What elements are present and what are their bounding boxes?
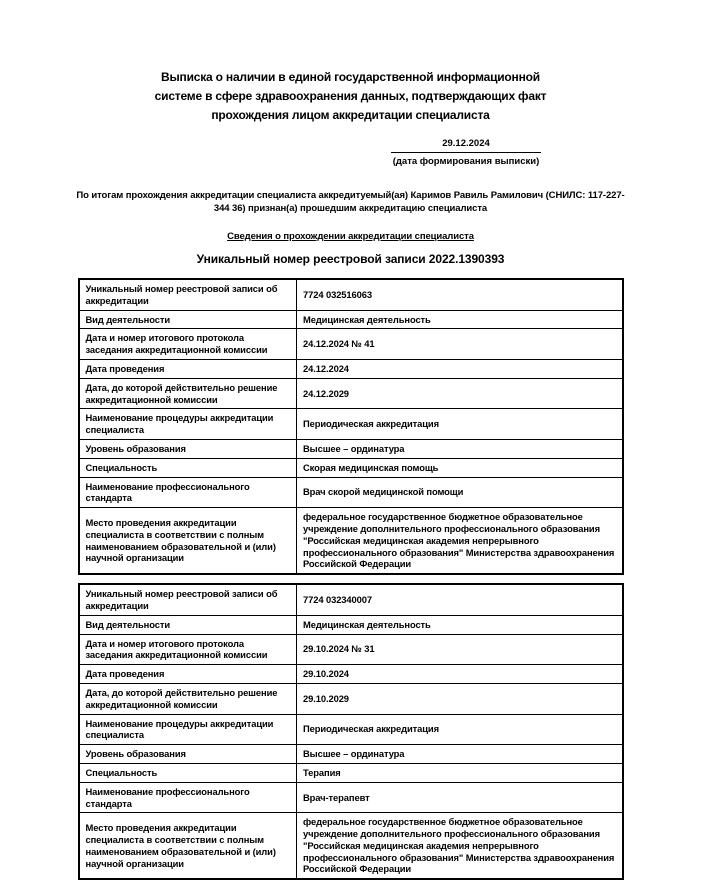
field-value-cell: 7724 032340007 [297, 584, 623, 615]
field-value-cell: 29.10.2024 [297, 665, 623, 684]
registry-record-number-heading: Уникальный номер реестровой записи 2022.1390393 [196, 252, 505, 266]
table-row [79, 763, 623, 782]
table-row [79, 683, 623, 714]
document-title [111, 68, 591, 125]
field-label-cell: Дата, до которой действительно решение аккредитационной комиссии [79, 378, 297, 409]
field-label-cell: Уровень образования [79, 745, 297, 764]
table-row [79, 714, 623, 745]
document-title-line-2: системе в сфере здравоохранения данных, подтверждающих факт [154, 89, 547, 103]
table-row [79, 310, 623, 329]
field-label-cell: Уникальный номер реестровой записи об аккредитации [79, 584, 297, 615]
field-value-cell: Медицинская деятельность [297, 310, 623, 329]
field-label-cell: Уровень образования [79, 439, 297, 458]
table-row [79, 634, 623, 665]
table-row [79, 279, 623, 310]
field-label-cell: Место проведения аккредитации специалиста в соответствии с полным наименованием образовательной и (или) научной организации [79, 813, 297, 879]
field-label-cell: Дата проведения [79, 359, 297, 378]
field-value-cell: Медицинская деятельность [297, 615, 623, 634]
field-label-cell: Дата проведения [79, 665, 297, 684]
section-heading: Сведения о прохождении аккредитации специалиста [227, 231, 474, 242]
field-label-cell: Специальность [79, 458, 297, 477]
field-label-cell: Наименование профессионального стандарта [79, 477, 297, 508]
field-value-cell: Высшее – ординатура [297, 745, 623, 764]
table-row [79, 378, 623, 409]
table-row [79, 458, 623, 477]
field-value-cell: Периодическая аккредитация [297, 714, 623, 745]
field-value-cell: 29.10.2029 [297, 683, 623, 714]
field-value-cell: Врач-терапевт [297, 782, 623, 813]
table-row [79, 508, 623, 574]
formation-date-caption: (дата формирования выписки) [391, 152, 541, 167]
table-row [79, 665, 623, 684]
field-label-cell: Место проведения аккредитации специалиста в соответствии с полным наименованием образовательной и (или) научной организации [79, 508, 297, 574]
table-row [79, 584, 623, 615]
field-value-cell: Скорая медицинская помощь [297, 458, 623, 477]
formation-date-block [391, 138, 541, 167]
field-value-cell: 24.12.2029 [297, 378, 623, 409]
table-row [79, 782, 623, 813]
table-row [79, 615, 623, 634]
field-value-cell: 7724 032516063 [297, 279, 623, 310]
document-title-line-1: Выписка о наличии в единой государственной информационной [161, 70, 540, 84]
field-value-cell: Высшее – ординатура [297, 439, 623, 458]
formation-date-value: 29.12.2024 [442, 138, 490, 149]
field-label-cell: Наименование профессионального стандарта [79, 782, 297, 813]
field-label-cell: Дата, до которой действительно решение аккредитационной комиссии [79, 683, 297, 714]
field-label-cell: Наименование процедуры аккредитации специалиста [79, 409, 297, 440]
field-value-cell: Терапия [297, 763, 623, 782]
field-label-cell: Вид деятельности [79, 615, 297, 634]
field-value-cell: 24.12.2024 [297, 359, 623, 378]
field-value-cell: федеральное государственное бюджетное образовательное учреждение дополнительного профессионального образования "Российская медицинская академия непрерывного профессионального образования" Министерства здравоохранения Российской Федерации [297, 508, 623, 574]
field-label-cell: Наименование процедуры аккредитации специалиста [79, 714, 297, 745]
table-row [79, 329, 623, 360]
field-label-cell: Вид деятельности [79, 310, 297, 329]
table-row [79, 439, 623, 458]
field-value-cell: 29.10.2024 № 31 [297, 634, 623, 665]
table-row [79, 813, 623, 879]
field-value-cell: Периодическая аккредитация [297, 409, 623, 440]
accreditation-result-summary: По итогам прохождения аккредитации специалиста аккредитуемый(ая) Каримов Равиль Рамилович (СНИЛС: 117-227-344 36) признан(а) прошедшим аккредитацию специалиста [76, 190, 625, 214]
table-row [79, 477, 623, 508]
accreditation-record-table-1 [78, 278, 624, 575]
field-label-cell: Специальность [79, 763, 297, 782]
document-title-line-3: прохождения лицом аккредитации специалиста [211, 108, 490, 122]
field-label-cell: Уникальный номер реестровой записи об аккредитации [79, 279, 297, 310]
table-row [79, 409, 623, 440]
accreditation-record-table-2 [78, 583, 624, 880]
field-label-cell: Дата и номер итогового протокола заседания аккредитационной комиссии [79, 634, 297, 665]
field-value-cell: Врач скорой медицинской помощи [297, 477, 623, 508]
field-label-cell: Дата и номер итогового протокола заседания аккредитационной комиссии [79, 329, 297, 360]
table-row [79, 745, 623, 764]
field-value-cell: 24.12.2024 № 41 [297, 329, 623, 360]
field-value-cell: федеральное государственное бюджетное образовательное учреждение дополнительного профессионального образования "Российская медицинская академия непрерывного профессионального образования" Министерства здравоохранения Российской Федерации [297, 813, 623, 879]
table-row [79, 359, 623, 378]
